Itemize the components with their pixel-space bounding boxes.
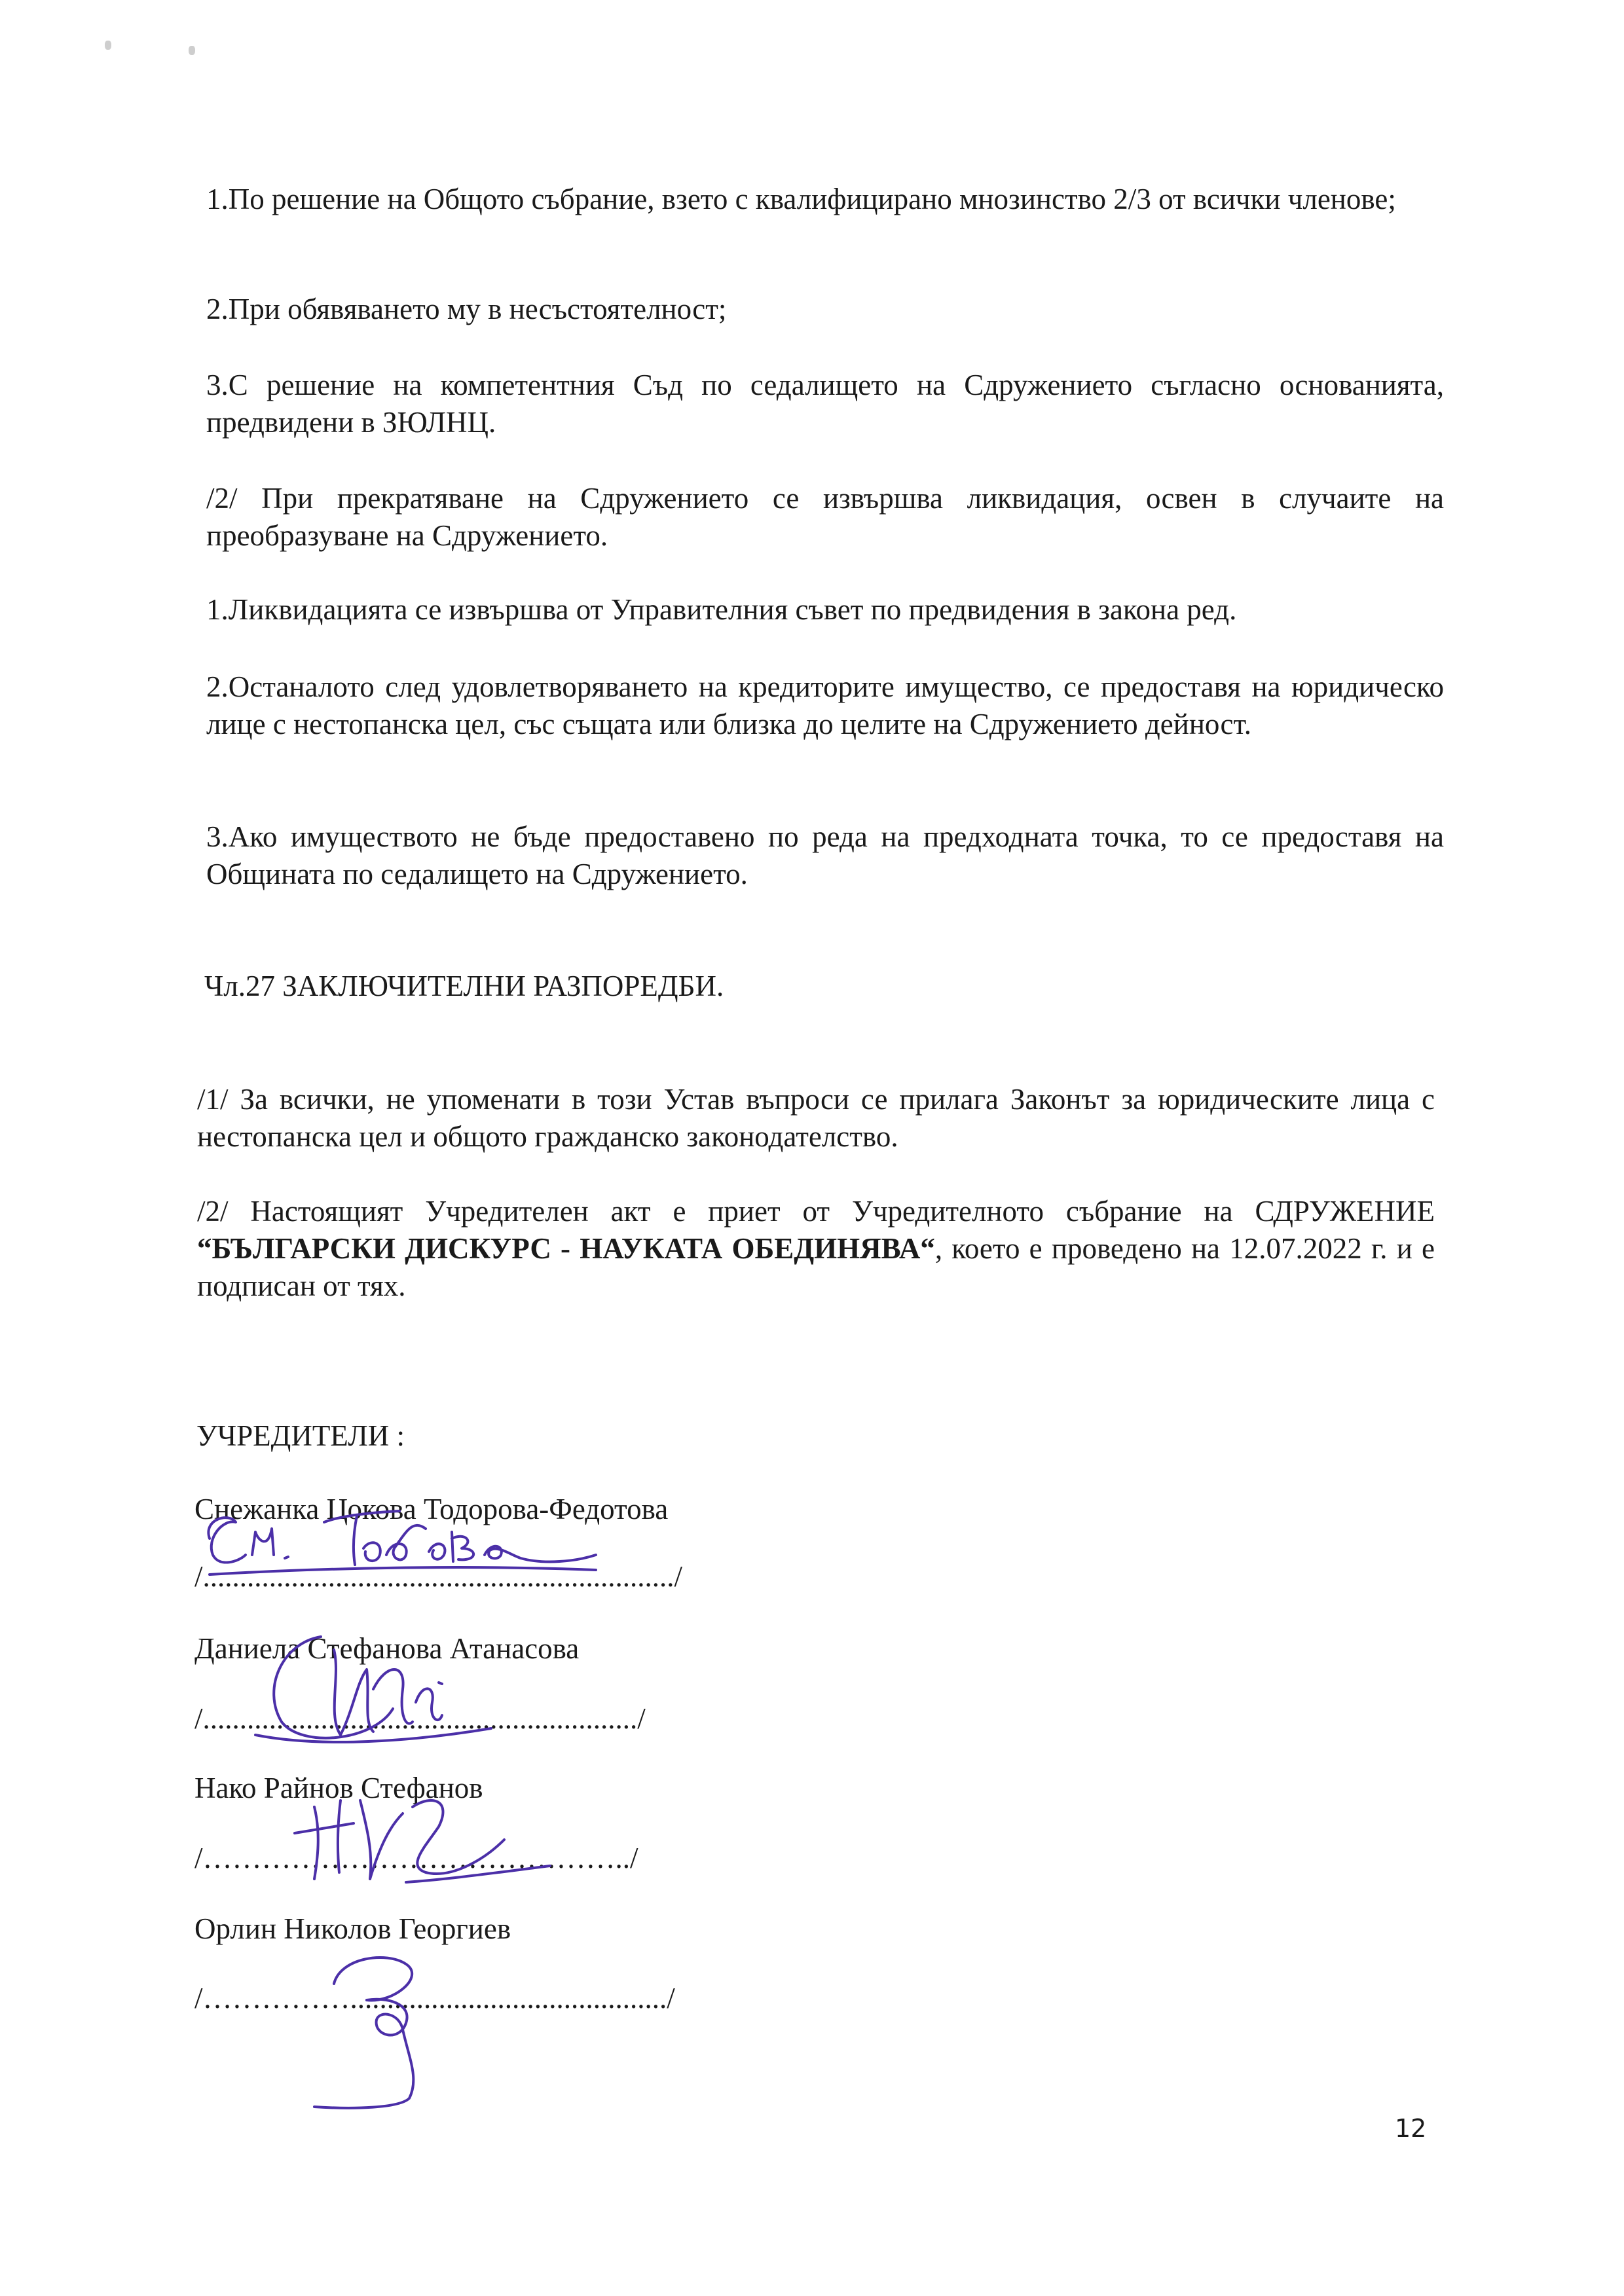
paragraph-termination-insolvency: 2.При обявяването му в несъстоятелност; [206, 293, 727, 325]
paragraph-final-provision-1: /1/ За всички, не упоменати в този Устав въпроси се прилага Законът за юридическите лица с нестопанска цел и общото гражданско законодателство. [197, 1083, 1435, 1153]
handwritten-signature [295, 1938, 491, 2115]
paragraph-remaining-property: 2.Останалото след удовлетворяването на кредиторите имущество, се предоставя на юридическо лице с нестопанска цел, със същата или близка до целите на Сдружението дейност. [206, 670, 1444, 740]
paragraph-final-provision-2 [197, 1193, 1435, 1305]
paragraph-termination-general-assembly: 1.По решение на Общото събрание, взето с квалифицирано мнозинство 2/3 от всички членове; [206, 183, 1396, 215]
founders-title: УЧРЕДИТЕЛИ : [196, 1419, 405, 1452]
founder-name: Снежанка Цокова Тодорова-Федотова [194, 1493, 669, 1525]
founder-name: Даниела Стефанова Атанасова [194, 1632, 580, 1665]
paragraph-liquidation-board: 1.Ликвидацията се извършва от Управителния съвет по предвидения в закона ред. [206, 593, 1237, 626]
founder-name: Орлин Николов Георгиев [194, 1912, 511, 1945]
paragraph-termination-court: 3.С решение на компетентния Съд по седалището на Сдружението съгласно основанията, предвидени в ЗЮЛНЦ. [206, 369, 1444, 439]
signature-line: /……………………………………../ [194, 1842, 638, 1874]
scan-artifact [105, 41, 111, 50]
founder-name: Нако Райнов Стефанов [194, 1772, 483, 1804]
signature-line: /.........................................................../ [194, 1702, 646, 1735]
association-name: “БЪЛГАРСКИ ДИСКУРС - НАУКАТА ОБЕДИНЯВА“ [197, 1232, 935, 1265]
article-heading: Чл.27 ЗАКЛЮЧИТЕЛНИ РАЗПОРЕДБИ. [204, 970, 724, 1002]
provision-2-prefix: /2/ Настоящият Учредителен акт е приет от Учредителното събрание на СДРУЖЕНИЕ [197, 1195, 1435, 1228]
scan-artifact [189, 46, 195, 55]
signature-line: /................................................................/ [194, 1560, 683, 1593]
page-number: 12 [1395, 2114, 1427, 2143]
paragraph-municipality: 3.Ако имуществото не бъде предоставено по реда на предходната точка, то се предоставя на Общината по седалището на Сдружението. [206, 820, 1444, 890]
paragraph-liquidation: /2/ При прекратяване на Сдружението се извършва ликвидация, освен в случаите на преобразуване на Сдружението. [206, 482, 1444, 552]
signature-line: /…………….........................................../ [194, 1982, 675, 2014]
provision-2-suffix: , което е проведено на 12.07.2022 г. и е подписан от тях. [197, 1232, 1435, 1302]
